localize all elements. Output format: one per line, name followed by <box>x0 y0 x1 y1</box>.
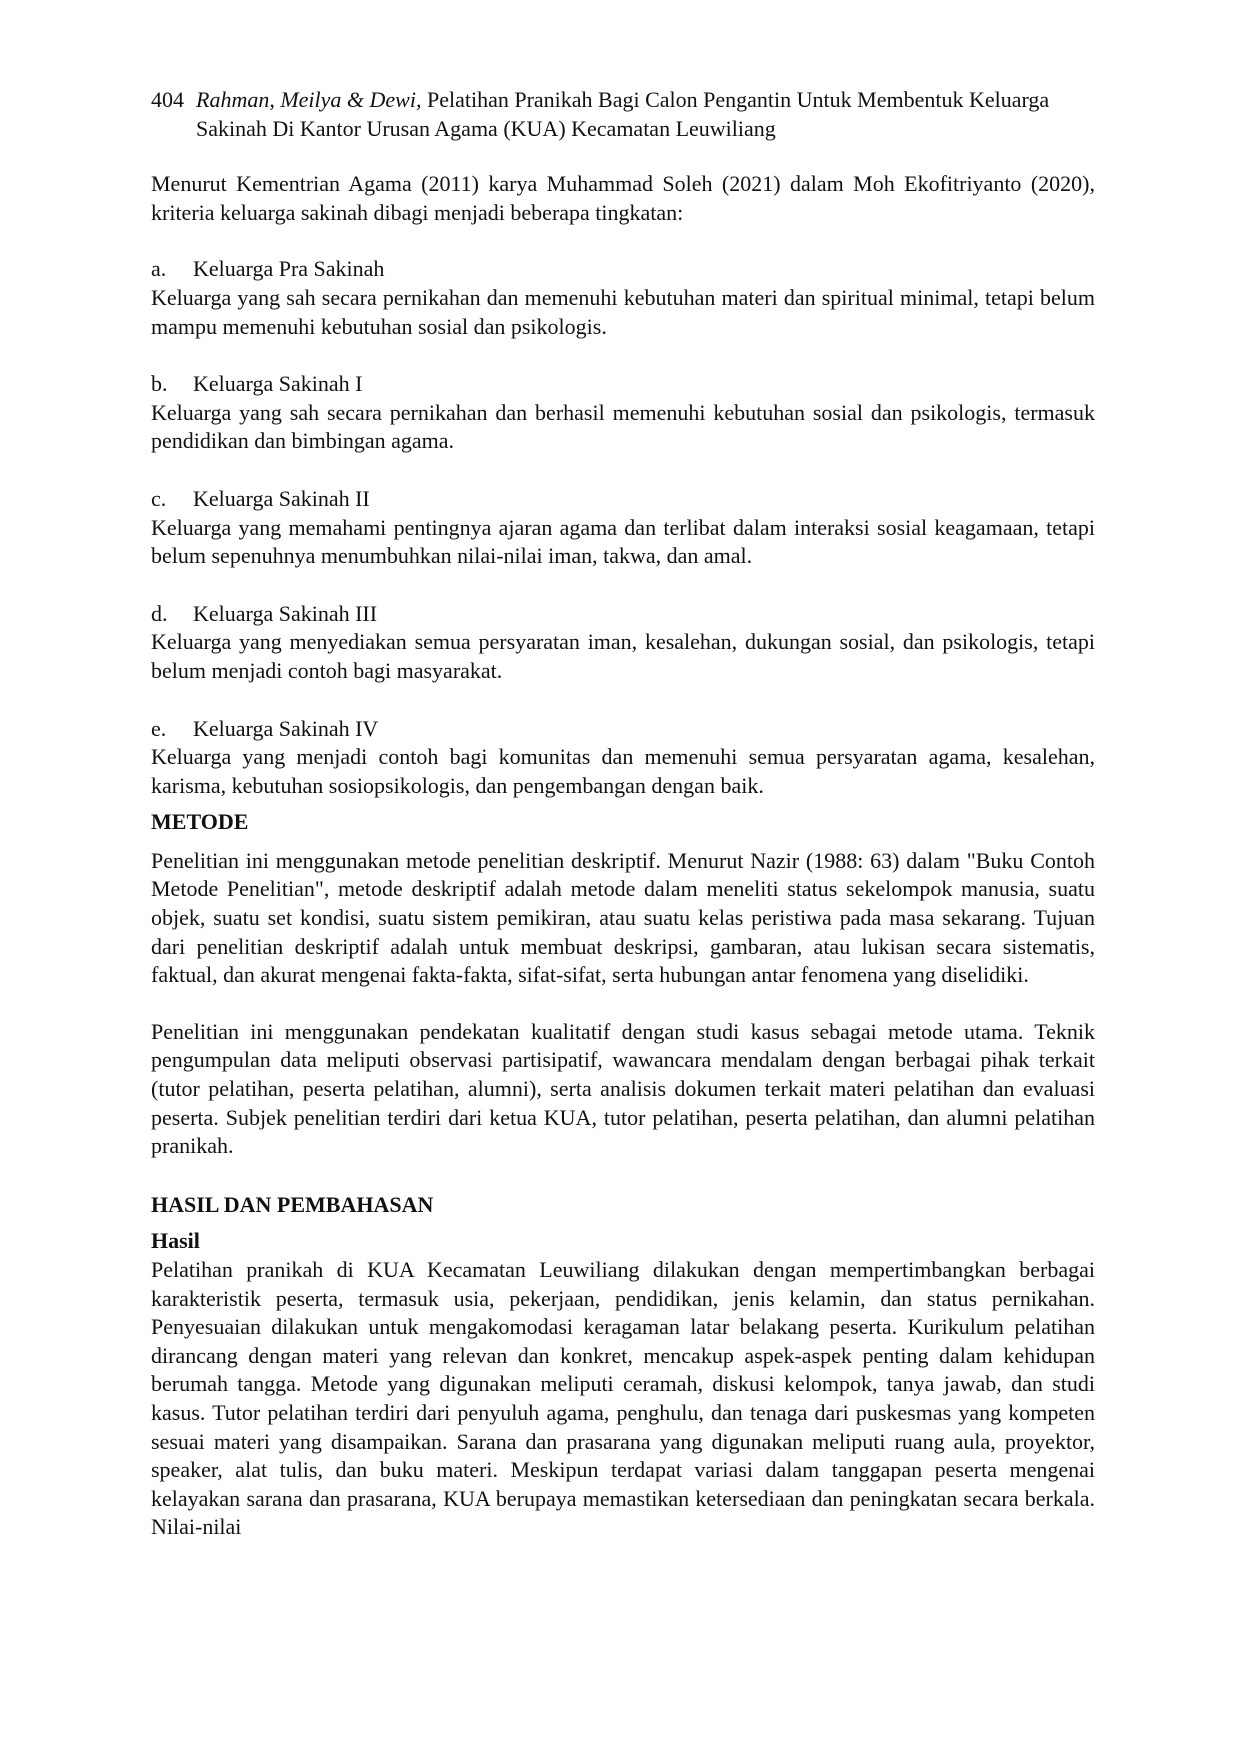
criteria-item <box>151 370 1095 456</box>
running-head-title: Pelatihan Pranikah Bagi Calon Pengantin Untuk Membentuk Keluarga Sakinah Di Kantor Urusan Agama (KUA) Kecamatan Leuwiliang <box>196 87 1050 141</box>
running-head-authors: Rahman, Meilya & Dewi, <box>196 87 422 112</box>
criteria-letter: d. <box>151 600 168 626</box>
criteria-description: Keluarga yang sah secara pernikahan dan memenuhi kebutuhan materi dan spiritual minimal, tetapi belum mampu memenuhi kebutuhan sosial dan psikologis. <box>151 284 1095 339</box>
criteria-item <box>151 600 1095 686</box>
subsection-heading-hasil: Hasil <box>151 1228 200 1254</box>
metode-paragraph: Penelitian ini menggunakan metode penelitian deskriptif. Menurut Nazir (1988: 63) dalam "Buku Contoh Metode Penelitian", metode deskriptif adalah metode dalam meneliti status sekelompok manusia, suatu objek, suatu set kondisi, suatu sistem pemikiran, atau suatu kelas peristiwa pada masa sekarang. Tujuan dari penelitian deskriptif adalah untuk membuat deskripsi, gambaran, atau lukisan secara sistematis, faktual, dan akurat mengenai fakta-fakta, sifat-sifat, serta hubungan antar fenomena yang diselidiki. <box>151 847 1095 988</box>
criteria-item <box>151 715 1095 801</box>
criteria-title: Keluarga Sakinah IV <box>193 715 379 741</box>
criteria-letter: b. <box>151 371 168 397</box>
criteria-item <box>151 485 1095 571</box>
paper-page <box>151 86 1095 1542</box>
criteria-description: Keluarga yang memahami pentingnya ajaran agama dan terlibat dalam interaksi sosial keagamaan, tetapi belum sepenuhnya menumbuhkan nilai-nilai iman, takwa, dan amal. <box>151 514 1095 569</box>
criteria-title: Keluarga Sakinah II <box>193 485 370 511</box>
criteria-description: Keluarga yang menjadi contoh bagi komunitas dan memenuhi semua persyaratan agama, kesalehan, karisma, kebutuhan sosiopsikologis, dan pengembangan dengan baik. <box>151 744 1095 798</box>
criteria-title: Keluarga Sakinah I <box>193 371 363 397</box>
running-head <box>151 86 1095 143</box>
metode-paragraph: Penelitian ini menggunakan pendekatan kualitatif dengan studi kasus sebagai metode utama. Teknik pengumpulan data meliputi observasi partisipatif, wawancara mendalam dengan berbagai pihak terkait (tutor pelatihan, peserta pelatihan, alumni), serta analisis dokumen terkait materi pelatihan dan evaluasi peserta. Subjek penelitian terdiri dari ketua KUA, tutor pelatihan, peserta pelatihan, dan alumni pelatihan pranikah. <box>151 1018 1095 1159</box>
hasil-paragraph: Pelatihan pranikah di KUA Kecamatan Leuwiliang dilakukan dengan mempertimbangkan berbagai karakteristik peserta, termasuk usia, pekerjaan, pendidikan, jenis kelamin, dan status pernikahan. Penyesuaian dilakukan untuk mengakomodasi keragaman latar belakang peserta. Kurikulum pelatihan dirancang dengan materi yang relevan dan konkret, mencakup aspek-aspek penting dalam kehidupan berumah tangga. Metode yang digunakan meliputi ceramah, diskusi kelompok, tanya jawab, dan studi kasus. Tutor pelatihan terdiri dari penyuluh agama, penghulu, dan tenaga dari puskesmas yang kompeten sesuai materi yang disampaikan. Sarana dan prasarana yang digunakan meliputi ruang aula, proyektor, speaker, alat tulis, dan buku materi. Meskipun terdapat variasi dalam tanggapan peserta mengenai kelayakan sarana dan prasarana, KUA berupaya memastikan ketersediaan dan peningkatan secara berkala. Nilai-nilai <box>151 1257 1095 1540</box>
intro-paragraph: Menurut Kementrian Agama (2011) karya Muhammad Soleh (2021) dalam Moh Ekofitriyanto (2020), kriteria keluarga sakinah dibagi menjadi beberapa tingkatan: <box>151 171 1095 225</box>
criteria-letter: a. <box>151 256 167 282</box>
page-number: 404 <box>151 87 184 112</box>
criteria-letter: c. <box>151 485 167 511</box>
criteria-description: Keluarga yang sah secara pernikahan dan berhasil memenuhi kebutuhan sosial dan psikologis, termasuk pendidikan dan bimbingan agama. <box>151 399 1095 454</box>
criteria-letter: e. <box>151 715 167 741</box>
section-heading-hasil-pembahasan: HASIL DAN PEMBAHASAN <box>151 1191 434 1217</box>
criteria-description: Keluarga yang menyediakan semua persyaratan iman, kesalehan, dukungan sosial, dan psikologis, tetapi belum menjadi contoh bagi masyarakat. <box>151 629 1095 683</box>
criteria-title: Keluarga Sakinah III <box>193 600 378 626</box>
section-heading-metode: METODE <box>151 809 249 835</box>
criteria-title: Keluarga Pra Sakinah <box>193 256 385 282</box>
criteria-item <box>151 255 1095 341</box>
